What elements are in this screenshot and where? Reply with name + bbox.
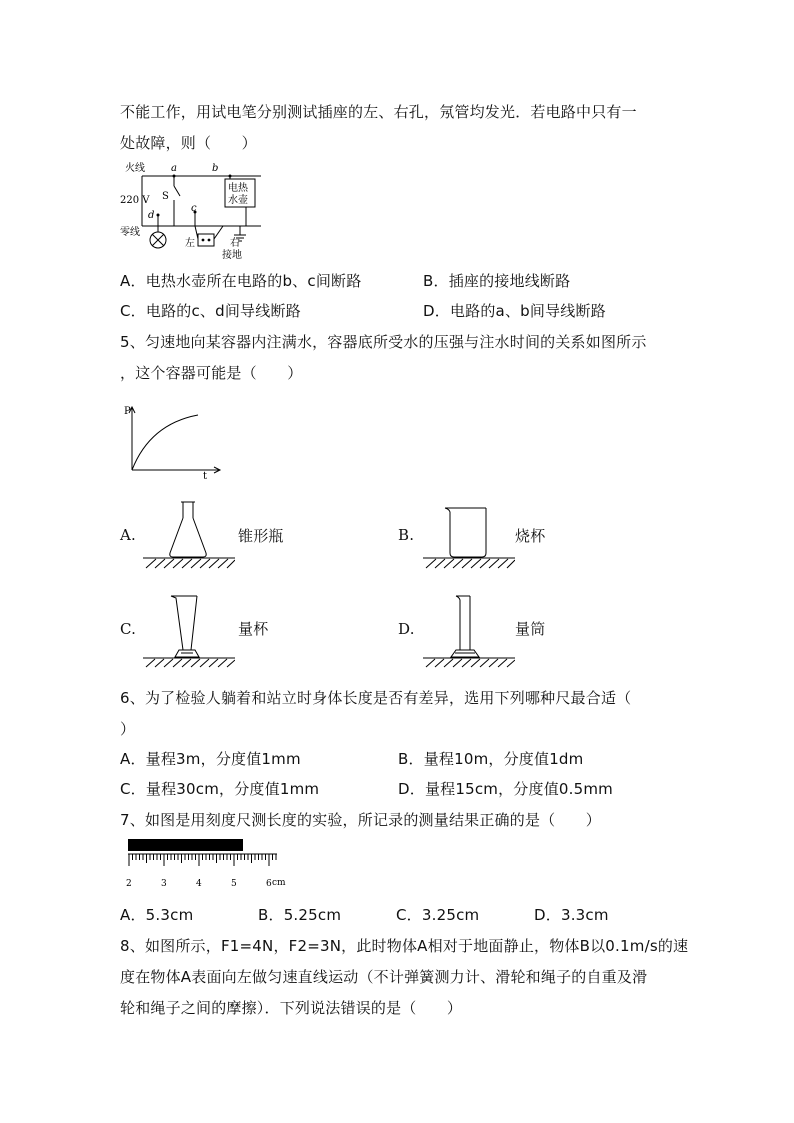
socket-right-label: 右	[230, 238, 240, 249]
question-text-line: 处故障，则（ ）	[120, 134, 257, 152]
ruler-figure	[120, 836, 295, 892]
option-c: C．3.25cm	[396, 906, 480, 924]
kettle-label-1: 电热	[228, 183, 248, 194]
option-d-name: 量筒	[515, 620, 546, 638]
ruler-tick-label-3: 3	[161, 879, 167, 889]
question-text-line: 7、如图是用刻度尺测长度的实验，所记录的测量结果正确的是（ ）	[120, 811, 601, 829]
option-a: A．5.3cm	[120, 906, 194, 924]
question-text-line: ，这个容器可能是（ ）	[120, 364, 303, 382]
ruler-tick-label-4: 4	[196, 879, 202, 889]
option-b-label: B.	[398, 526, 415, 544]
option-b: B．量程10m，分度值1dm	[398, 750, 584, 768]
circuit-diagram	[118, 160, 263, 260]
y-axis-label: P	[124, 406, 131, 417]
ruler-tick-label-6: 6	[266, 879, 272, 889]
option-a: A．量程3m，分度值1mm	[120, 750, 301, 768]
point-a-label: a	[171, 163, 177, 174]
fire-line-label: 火线	[125, 163, 145, 174]
ground-label: 接地	[222, 250, 242, 260]
option-a-label: A.	[120, 526, 137, 544]
option-c: C．电路的c、d间导线断路	[120, 302, 301, 320]
beaker-figure	[423, 500, 515, 570]
kettle-label-2: 水壶	[228, 195, 248, 206]
conical-flask-figure	[143, 498, 235, 570]
option-a: A．电热水壶所在电路的b、c间断路	[120, 272, 362, 290]
option-c-label: C.	[120, 620, 137, 638]
measured-object	[128, 839, 243, 851]
question-text-line: 度在物体A表面向左做匀速直线运动（不计弹簧测力计、滑轮和绳子的自重及滑	[120, 968, 648, 986]
option-a-name: 锥形瓶	[238, 527, 284, 545]
option-c: C．量程30cm，分度值1mm	[120, 780, 320, 798]
voltage-label: 220 V	[120, 195, 150, 206]
option-b-name: 烧杯	[515, 527, 546, 545]
option-d: D．3.3cm	[534, 906, 609, 924]
question-text-line: ）	[120, 720, 136, 738]
option-d-label: D.	[398, 620, 415, 638]
x-axis-label: t	[203, 471, 208, 480]
graduated-cylinder-figure	[423, 590, 515, 668]
measuring-cup-figure	[143, 590, 235, 668]
option-d: D．量程15cm，分度值0.5mm	[398, 780, 613, 798]
question-text-line: 8、如图所示，F1=4N，F2=3N，此时物体A相对于地面静止，物体B以0.1m/s的速	[120, 937, 689, 955]
pressure-time-graph	[120, 402, 225, 480]
question-text-line: 不能工作，用试电笔分别测试插座的左、右孔，氖管均发光．若电路中只有一	[120, 103, 637, 121]
ruler-tick-label-5: 5	[231, 879, 237, 889]
point-c-label: c	[191, 203, 197, 214]
point-b-label: b	[212, 163, 219, 174]
option-d: D．电路的a、b间导线断路	[423, 302, 606, 320]
switch-label: S	[162, 191, 169, 202]
ruler-tick-label-2: 2	[126, 879, 132, 889]
option-c-name: 量杯	[238, 620, 269, 638]
zero-line-label: 零线	[120, 227, 140, 238]
question-text-line: 轮和绳子之间的摩擦）．下列说法错误的是（ ）	[120, 999, 463, 1017]
ruler-unit-label: cm	[272, 878, 286, 888]
question-text-line: 5、匀速地向某容器内注满水，容器底所受水的压强与注水时间的关系如图所示	[120, 333, 647, 351]
question-text-line: 6、为了检验人躺着和站立时身体长度是否有差异，选用下列哪种尺最合适（	[120, 689, 632, 707]
option-b: B．插座的接地线断路	[423, 272, 571, 290]
point-d-label: d	[148, 210, 155, 221]
socket-left-label: 左	[185, 238, 195, 249]
option-b: B．5.25cm	[258, 906, 342, 924]
